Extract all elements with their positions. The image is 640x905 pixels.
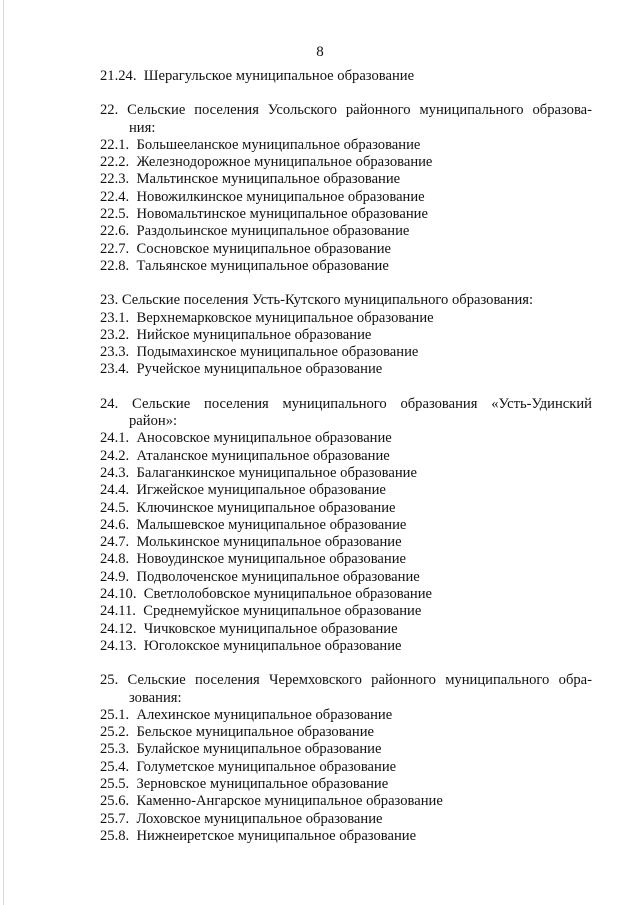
item-number: 24.13. bbox=[100, 637, 137, 654]
item-text: Тальянское муниципальное образование bbox=[136, 257, 389, 274]
item-text: Подымахинское муниципальное образование bbox=[136, 344, 419, 361]
item-number: 21.24. bbox=[100, 68, 137, 84]
item-text: Железнодорожное муниципальное образование bbox=[136, 154, 433, 171]
item-number: 25.4. bbox=[100, 758, 130, 775]
list-item bbox=[100, 793, 592, 810]
section-spacer bbox=[100, 85, 592, 102]
list-item bbox=[100, 621, 592, 638]
item-text: Чичковское муниципальное образование bbox=[143, 620, 398, 637]
item-text: Балаганкинское муниципальное образование bbox=[136, 464, 417, 481]
item-number: 25.2. bbox=[100, 724, 130, 741]
item-number: 22.6. bbox=[100, 223, 130, 240]
list-item bbox=[100, 759, 592, 776]
item-number: 23.3. bbox=[100, 344, 130, 361]
list-item bbox=[100, 465, 592, 482]
item-number: 22.7. bbox=[100, 240, 130, 257]
item-number: 23.2. bbox=[100, 326, 130, 343]
item-number: 24.11. bbox=[100, 603, 136, 620]
item-number: 24.4. bbox=[100, 482, 130, 499]
list-item bbox=[100, 569, 592, 586]
item-text: Зерновское муниципальное образование bbox=[136, 775, 389, 792]
item-text: Нийское муниципальное образование bbox=[136, 326, 372, 343]
list-item bbox=[100, 258, 592, 275]
scan-edge-line bbox=[3, 0, 4, 905]
section-heading-continuation: ния: bbox=[129, 119, 156, 136]
page-number: 8 bbox=[316, 44, 324, 60]
list-item bbox=[100, 534, 592, 551]
list-item bbox=[100, 223, 592, 240]
section-spacer bbox=[100, 655, 592, 672]
item-number: 25.7. bbox=[100, 810, 130, 827]
list-item bbox=[100, 171, 592, 188]
section-heading-continuation: зования: bbox=[129, 689, 182, 706]
item-number: 25.6. bbox=[100, 793, 130, 810]
item-number: 22.5. bbox=[100, 206, 130, 223]
section-heading: 24. Сельские поселения муниципального образования «Усть-Удинский bbox=[100, 395, 592, 412]
item-text: Новомальтинское муниципальное образование bbox=[136, 206, 428, 223]
list-item bbox=[100, 551, 592, 568]
list-item bbox=[100, 327, 592, 344]
item-number: 24.5. bbox=[100, 499, 130, 516]
item-text: Игжейское муниципальное образование bbox=[136, 482, 386, 499]
item-text: Среднемуйское муниципальное образование bbox=[143, 603, 422, 620]
list-item bbox=[100, 500, 592, 517]
item-text: Бельское муниципальное образование bbox=[136, 724, 374, 741]
list-item bbox=[100, 154, 592, 171]
list-item bbox=[100, 430, 592, 447]
item-text: Верхнемарковское муниципальное образование bbox=[136, 309, 434, 326]
list-item bbox=[100, 241, 592, 258]
item-text: Булайское муниципальное образование bbox=[136, 741, 382, 758]
item-text: Шерагульское муниципальное образование bbox=[143, 68, 415, 84]
item-number: 24.1. bbox=[100, 430, 130, 447]
item-number: 24.8. bbox=[100, 551, 130, 568]
document-body bbox=[100, 68, 592, 845]
section-spacer bbox=[100, 275, 592, 292]
list-item bbox=[100, 361, 592, 378]
item-text: Юголокское муниципальное образование bbox=[143, 637, 402, 654]
item-number: 23.1. bbox=[100, 309, 130, 326]
item-text: Подволоченское муниципальное образование bbox=[136, 568, 420, 585]
item-text: Раздольинское муниципальное образование bbox=[136, 223, 410, 240]
item-number: 22.4. bbox=[100, 188, 130, 205]
item-text: Голуметское муниципальное образование bbox=[136, 758, 397, 775]
list-item bbox=[100, 828, 592, 845]
section-heading: 23. Сельские поселения Усть-Кутского муниципального образования: bbox=[100, 292, 534, 309]
item-text: Новожилкинское муниципальное образование bbox=[136, 188, 425, 205]
section-heading-continuation: район»: bbox=[129, 413, 178, 430]
item-text: Каменно-Ангарское муниципальное образование bbox=[136, 793, 443, 810]
item-text: Большееланское муниципальное образование bbox=[136, 136, 421, 153]
item-text: Ключинское муниципальное образование bbox=[136, 499, 396, 516]
item-number: 24.12. bbox=[100, 620, 137, 637]
list-item bbox=[100, 776, 592, 793]
item-number: 25.5. bbox=[100, 775, 130, 792]
item-number: 22.1. bbox=[100, 136, 130, 153]
list-item bbox=[100, 603, 592, 620]
list-item bbox=[100, 448, 592, 465]
list-item bbox=[100, 344, 592, 361]
list-item bbox=[100, 707, 592, 724]
item-number: 24.2. bbox=[100, 447, 130, 464]
list-item bbox=[100, 724, 592, 741]
item-text: Молькинское муниципальное образование bbox=[136, 534, 402, 551]
section-heading: 25. Сельские поселения Черемховского районного муниципального обра- bbox=[100, 672, 592, 689]
list-item bbox=[100, 586, 592, 603]
list-item bbox=[100, 206, 592, 223]
item-text: Аталанское муниципальное образование bbox=[136, 447, 390, 464]
item-text: Аносовское муниципальное образование bbox=[136, 430, 392, 447]
item-text: Алехинское муниципальное образование bbox=[136, 706, 393, 723]
item-text: Сосновское муниципальное образование bbox=[136, 240, 391, 257]
item-number: 24.10. bbox=[100, 586, 137, 603]
item-number: 24.3. bbox=[100, 464, 130, 481]
item-number: 22.2. bbox=[100, 154, 130, 171]
list-item bbox=[100, 482, 592, 499]
item-number: 22.3. bbox=[100, 171, 130, 188]
item-number: 22.8. bbox=[100, 257, 130, 274]
list-item bbox=[100, 310, 592, 327]
item-number: 23.4. bbox=[100, 361, 130, 378]
list-item bbox=[100, 811, 592, 828]
list-item bbox=[100, 189, 592, 206]
item-text: Малышевское муниципальное образование bbox=[136, 516, 407, 533]
item-text: Ручейское муниципальное образование bbox=[136, 361, 383, 378]
item-number: 25.8. bbox=[100, 827, 130, 844]
item-number: 25.3. bbox=[100, 741, 130, 758]
list-item bbox=[100, 137, 592, 154]
item-text: Новоудинское муниципальное образование bbox=[136, 551, 406, 568]
section-heading: 22. Сельские поселения Усольского районного муниципального образова- bbox=[100, 102, 592, 119]
item-number: 25.1. bbox=[100, 706, 130, 723]
item-number: 24.9. bbox=[100, 568, 130, 585]
list-item bbox=[100, 517, 592, 534]
list-item bbox=[100, 638, 592, 655]
section-spacer bbox=[100, 379, 592, 396]
list-item bbox=[100, 741, 592, 758]
item-number: 24.6. bbox=[100, 516, 130, 533]
item-text: Лоховское муниципальное образование bbox=[136, 810, 383, 827]
item-number: 24.7. bbox=[100, 534, 130, 551]
item-text: Светлолобовское муниципальное образование bbox=[143, 586, 433, 603]
item-text: Нижнеиретское муниципальное образование bbox=[136, 827, 417, 844]
list-item bbox=[100, 68, 592, 85]
item-text: Мальтинское муниципальное образование bbox=[136, 171, 401, 188]
